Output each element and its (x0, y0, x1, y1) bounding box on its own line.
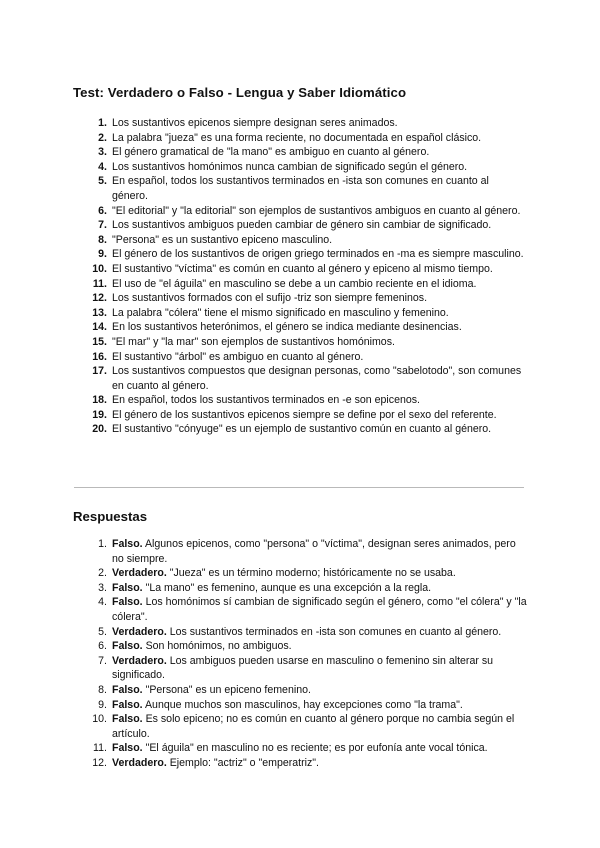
answer-text (109, 639, 527, 654)
answer-explanation: Son homónimos, no ambiguos. (142, 640, 292, 653)
answer-explanation: Es solo epiceno; no es común en cuanto al género porque no cambia según el artículo. (112, 713, 515, 740)
answer-explanation: "Jueza" es un término moderno; históricamente no se usaba. (166, 567, 456, 580)
question-item (87, 145, 527, 160)
question-item (87, 131, 527, 146)
answer-item (87, 581, 527, 596)
answer-number: 5. (98, 625, 107, 638)
question-item (87, 408, 527, 423)
question-item (87, 422, 527, 437)
answer-text (109, 712, 527, 741)
question-text: Los sustantivos homónimos nunca cambian de significado según el género. (112, 160, 468, 173)
question-item (87, 306, 527, 321)
answer-item (87, 756, 527, 771)
answer-text (109, 654, 527, 683)
answer-number: 3. (98, 581, 107, 594)
answer-explanation: Los sustantivos terminados en -ista son comunes en cuanto al género. (166, 625, 502, 638)
question-item (87, 174, 527, 203)
answer-explanation: Aunque muchos son masculinos, hay excepciones como "la trama". (142, 698, 463, 711)
answer-verdict: Falso. (112, 683, 143, 696)
answer-number: 2. (98, 567, 107, 580)
answers-title: Respuestas (73, 509, 148, 524)
question-number: 18. (92, 394, 107, 407)
question-item (87, 320, 527, 335)
question-number: 10. (92, 262, 107, 275)
question-text: "El mar" y "la mar" son ejemplos de sustantivos homónimos. (112, 335, 395, 348)
answer-text (109, 698, 527, 713)
question-text: "El editorial" y "la editorial" son ejemplos de sustantivos ambiguos en cuanto al género. (112, 204, 521, 217)
question-item (87, 233, 527, 248)
question-number: 4. (98, 160, 107, 173)
answer-verdict: Falso. (112, 698, 143, 711)
answer-item (87, 654, 527, 683)
answer-item (87, 595, 527, 624)
answer-number: 8. (98, 683, 107, 696)
question-text: El sustantivo "árbol" es ambiguo en cuanto al género. (112, 350, 364, 363)
answer-text (109, 683, 527, 698)
answer-item (87, 639, 527, 654)
answer-text (109, 756, 527, 771)
answer-number: 7. (98, 654, 107, 667)
question-text: En español, todos los sustantivos terminados en -ista son comunes en cuanto al género. (112, 175, 489, 202)
answer-verdict: Verdadero. (112, 625, 167, 638)
question-number: 6. (98, 204, 107, 217)
question-item (87, 218, 527, 233)
answer-explanation: "Persona" es un epiceno femenino. (142, 683, 311, 696)
answer-number: 12. (92, 756, 107, 769)
answer-item (87, 625, 527, 640)
answer-text (109, 595, 527, 624)
answer-verdict: Falso. (112, 538, 143, 550)
question-number: 7. (98, 219, 107, 232)
answer-text (109, 625, 527, 640)
question-list (87, 116, 527, 437)
question-text: El género gramatical de "la mano" es ambiguo en cuanto al género. (112, 146, 430, 159)
section-divider (74, 487, 524, 488)
question-number: 9. (98, 248, 107, 261)
question-number: 5. (98, 175, 107, 188)
question-text: Los sustantivos ambiguos pueden cambiar de género sin cambiar de significado. (112, 219, 492, 232)
answer-verdict: Falso. (112, 581, 143, 594)
answer-item (87, 566, 527, 581)
question-item (87, 262, 527, 277)
answer-text (109, 741, 527, 756)
question-number: 19. (92, 408, 107, 421)
question-item (87, 116, 527, 131)
answer-number: 6. (98, 640, 107, 653)
answer-item (87, 712, 527, 741)
question-text: El género de los sustantivos epicenos siempre se define por el sexo del referente. (112, 408, 497, 421)
question-number: 15. (92, 335, 107, 348)
answer-item (87, 683, 527, 698)
answer-explanation: Algunos epicenos, como "persona" o "víctima", designan seres animados, pero no siempre. (112, 538, 516, 565)
answer-explanation: "La mano" es femenino, aunque es una excepción a la regla. (142, 581, 432, 594)
answer-explanation: Los ambiguos pueden usarse en masculino o femenino sin alterar su significado. (112, 654, 494, 682)
question-text: El sustantivo "víctima" es común en cuanto al género y epiceno al mismo tiempo. (112, 262, 493, 275)
answer-verdict: Falso. (112, 640, 143, 653)
question-number: 1. (98, 117, 107, 129)
question-number: 17. (92, 365, 107, 378)
question-item (87, 350, 527, 365)
answer-list (87, 537, 527, 771)
answer-item (87, 741, 527, 756)
question-text: Los sustantivos epicenos siempre designan seres animados. (112, 117, 398, 129)
question-number: 16. (92, 350, 107, 363)
question-text: En español, todos los sustantivos terminados en -e son epicenos. (112, 394, 420, 407)
answer-number: 4. (98, 596, 107, 609)
answer-verdict: Falso. (112, 742, 143, 755)
answer-number: 11. (93, 742, 107, 755)
answer-verdict: Falso. (112, 713, 143, 726)
question-item (87, 277, 527, 292)
answer-text (109, 566, 527, 581)
answer-explanation: "El águila" en masculino no es reciente; es por eufonía ante vocal tónica. (142, 742, 488, 755)
answer-verdict: Verdadero. (112, 567, 167, 580)
question-item (87, 291, 527, 306)
question-text: Los sustantivos compuestos que designan personas, como "sabelotodo", son comunes en cuanto al género. (112, 365, 522, 392)
answer-number: 10. (92, 713, 107, 726)
answer-text (109, 537, 527, 566)
answer-explanation: Los homónimos sí cambian de significado según el género, como "el cólera" y "la cólera". (112, 596, 527, 623)
question-text: El sustantivo "cónyuge" es un ejemplo de sustantivo común en cuanto al género. (112, 423, 492, 436)
question-item (87, 364, 527, 393)
question-text: Los sustantivos formados con el sufijo -triz son siempre femeninos. (112, 292, 428, 305)
question-number: 14. (92, 321, 107, 334)
question-item (87, 393, 527, 408)
test-title: Test: Verdadero o Falso - Lengua y Saber Idiomático (73, 85, 407, 100)
question-item (87, 335, 527, 350)
question-text: La palabra "jueza" es una forma reciente, no documentada en español clásico. (112, 131, 482, 144)
question-number: 11. (92, 277, 107, 290)
answer-explanation: Ejemplo: "actriz" o "emperatriz". (166, 756, 319, 769)
question-text: El uso de "el águila" en masculino se debe a un cambio reciente en el idioma. (112, 277, 477, 290)
question-item (87, 160, 527, 175)
question-item (87, 247, 527, 262)
question-text: En los sustantivos heterónimos, el género se indica mediante desinencias. (112, 321, 462, 334)
answer-item (87, 537, 527, 566)
answer-verdict: Verdadero. (112, 654, 167, 667)
answer-number: 9. (98, 698, 107, 711)
answer-number: 1. (98, 538, 107, 550)
question-text: El género de los sustantivos de origen griego terminados en -ma es siempre masculino. (112, 248, 524, 261)
question-number: 12. (92, 292, 107, 305)
answer-item (87, 698, 527, 713)
question-number: 3. (98, 146, 107, 159)
question-text: La palabra "cólera" tiene el mismo significado en masculino y femenino. (112, 306, 449, 319)
question-number: 20. (92, 423, 107, 436)
answer-verdict: Verdadero. (112, 756, 167, 769)
question-number: 8. (98, 233, 107, 246)
question-number: 13. (92, 306, 107, 319)
answer-verdict: Falso. (112, 596, 143, 609)
question-text: "Persona" es un sustantivo epiceno masculino. (112, 233, 333, 246)
question-item (87, 204, 527, 219)
question-number: 2. (98, 131, 107, 144)
answer-text (109, 581, 527, 596)
